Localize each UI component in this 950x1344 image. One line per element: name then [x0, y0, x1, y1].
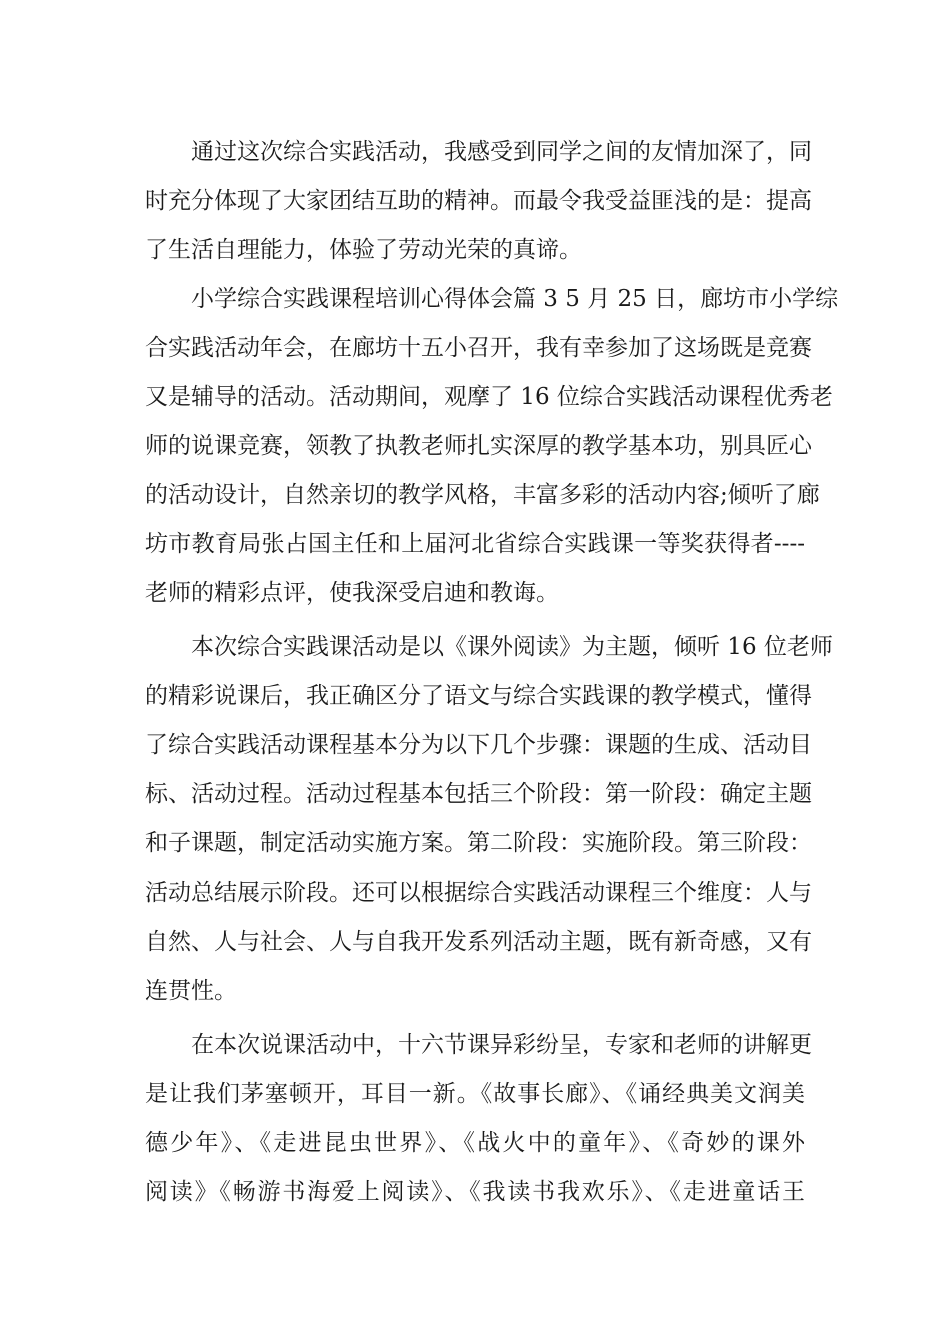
paragraph-3-line-3: 了综合实践活动课程基本分为以下几个步骤：课题的生成、活动目	[145, 732, 812, 758]
paragraph-2-line-5: 的活动设计，自然亲切的教学风格，丰富多彩的活动内容;倾听了廊	[145, 482, 820, 508]
paragraph-3-line-7: 自然、人与社会、人与自我开发系列活动主题，既有新奇感，又有	[145, 929, 812, 955]
paragraph-3-line-5: 和子课题，制定活动实施方案。第二阶段：实施阶段。第三阶段：	[145, 830, 812, 856]
paragraph-2-line-3: 又是辅导的活动。活动期间，观摩了 16 位综合实践活动课程优秀老	[145, 384, 833, 410]
paragraph-4-line-3: 德少年》、《走进昆虫世界》、《战火中的童年》、《奇妙的课外	[145, 1130, 805, 1156]
paragraph-2-line-6: 坊市教育局张占国主任和上届河北省综合实践课一等奖获得者----	[145, 531, 805, 557]
paragraph-4-line-4: 阅读》《畅游书海爱上阅读》、《我读书我欢乐》、《走进童话王	[145, 1179, 805, 1205]
paragraph-3-line-8: 连贯性。	[145, 978, 237, 1004]
paragraph-3-line-2: 的精彩说课后，我正确区分了语文与综合实践课的教学模式，懂得	[145, 683, 812, 709]
paragraph-3-line-6: 活动总结展示阶段。还可以根据综合实践活动课程三个维度：人与	[145, 880, 812, 906]
paragraph-4-line-2: 是让我们茅塞顿开，耳目一新。《故事长廊》、《诵经典美文润美	[145, 1081, 805, 1107]
paragraph-1-line-1: 通过这次综合实践活动，我感受到同学之间的友情加深了，同	[191, 139, 812, 165]
paragraph-2-line-1: 小学综合实践课程培训心得体会篇 3 5 月 25 日，廊坊市小学综	[191, 286, 839, 312]
paragraph-2-line-7: 老师的精彩点评，使我深受启迪和教诲。	[145, 580, 559, 606]
paragraph-2-line-4: 师的说课竞赛，领教了执教老师扎实深厚的教学基本功，别具匠心	[145, 433, 812, 459]
paragraph-1-line-2: 时充分体现了大家团结互助的精神。而最令我受益匪浅的是：提高	[145, 188, 812, 214]
paragraph-4-line-1: 在本次说课活动中，十六节课异彩纷呈，专家和老师的讲解更	[191, 1032, 812, 1058]
paragraph-3-line-1: 本次综合实践课活动是以《课外阅读》为主题，倾听 16 位老师	[191, 634, 833, 660]
paragraph-1-line-3: 了生活自理能力，体验了劳动光荣的真谛。	[145, 237, 582, 263]
paragraph-3-line-4: 标、活动过程。活动过程基本包括三个阶段：第一阶段：确定主题	[145, 781, 812, 807]
paragraph-2-line-2: 合实践活动年会，在廊坊十五小召开，我有幸参加了这场既是竞赛	[145, 335, 812, 361]
